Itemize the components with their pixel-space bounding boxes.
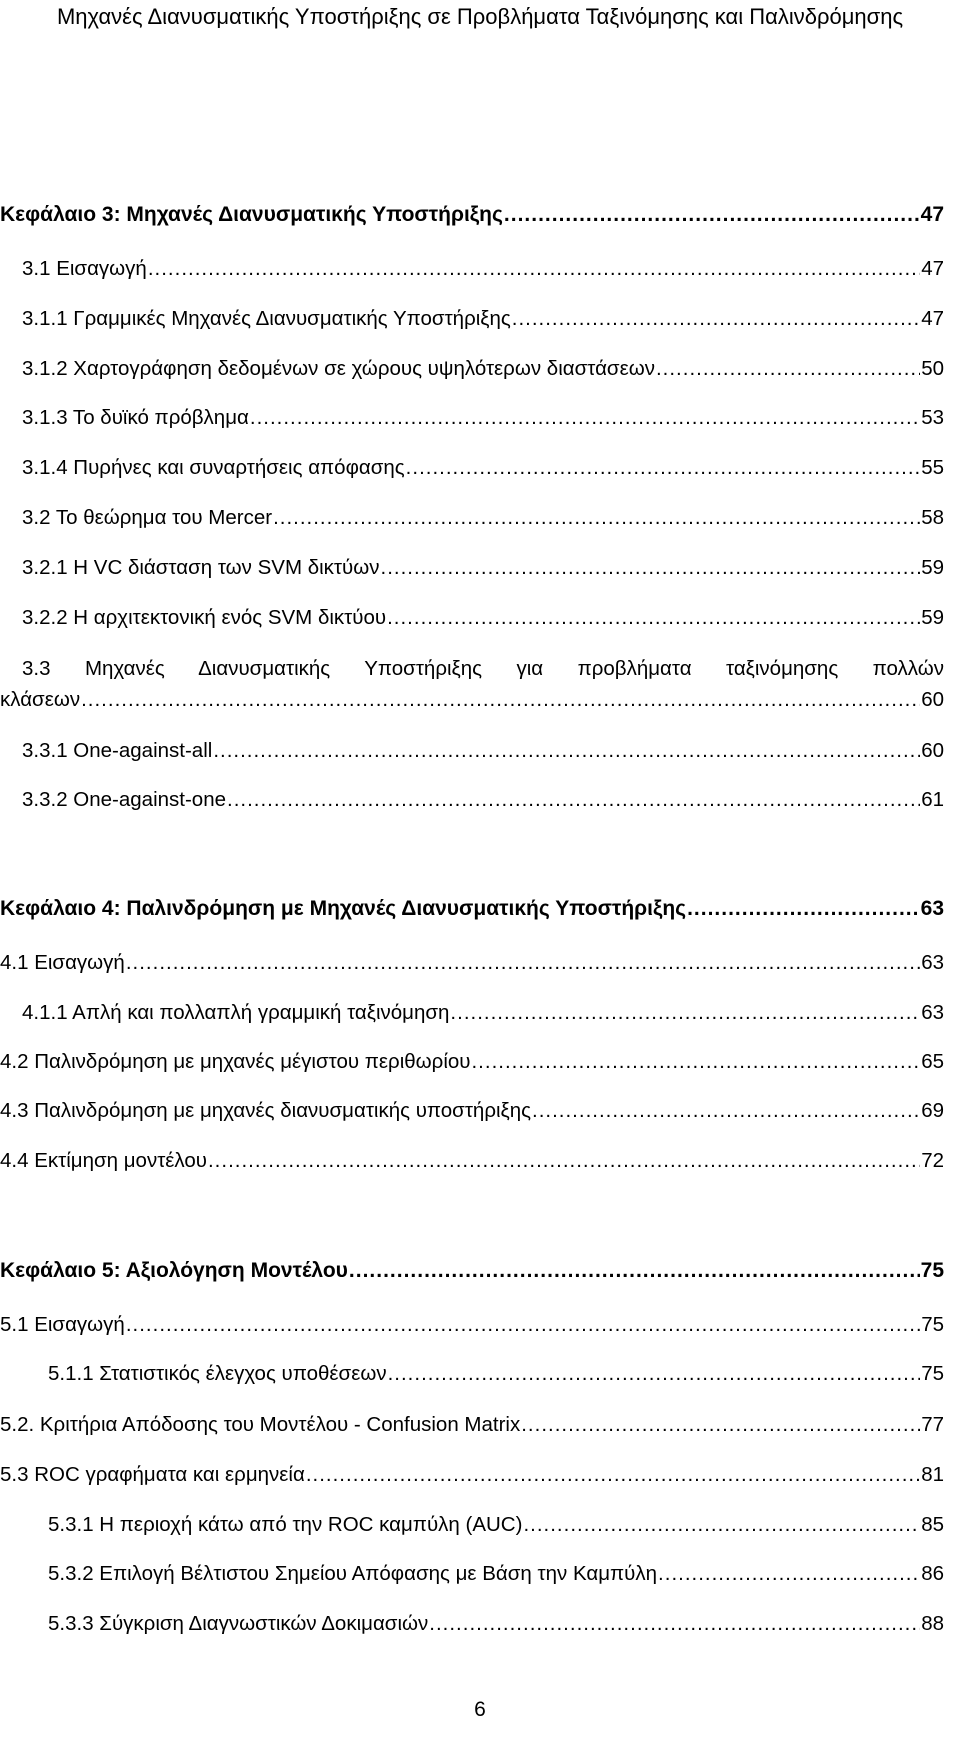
toc-page-number: 60 (921, 688, 944, 711)
dot-leader (532, 1097, 920, 1125)
dot-leader (406, 454, 921, 482)
toc-label: 4.4 Εκτίμηση μοντέλου (0, 1149, 207, 1172)
toc-page-number: 47 (921, 307, 944, 330)
toc-entry-wrapped[interactable] (22, 655, 944, 683)
toc-label: 3.1.1 Γραμμικές Μηχανές Διανυσματικής Υποστήριξης (22, 307, 511, 330)
toc-page-number: 69 (921, 1099, 944, 1122)
dot-leader (126, 1311, 920, 1339)
toc-label: 4.2 Παλινδρόμηση με μηχανές μέγιστου περιθωρίου (0, 1050, 471, 1073)
toc-page-number: 50 (921, 357, 944, 380)
toc-page-number: 88 (921, 1612, 944, 1635)
toc-entry[interactable] (22, 454, 944, 482)
dot-leader (349, 1257, 920, 1285)
toc-page-number: 63 (920, 897, 944, 920)
toc-label: 5.3.2 Επιλογή Βέλτιστου Σημείου Απόφασης με Βάση την Καμπύλη (48, 1562, 658, 1585)
toc-page-number: 81 (921, 1463, 944, 1486)
dot-leader (148, 255, 920, 283)
dot-leader (656, 355, 920, 383)
toc-label: 5.1.1 Στατιστικός έλεγχος υποθέσεων (48, 1362, 387, 1385)
toc-page-number: 75 (921, 1362, 944, 1385)
dot-leader (450, 999, 920, 1027)
toc-entry[interactable] (22, 604, 944, 632)
toc-entry[interactable] (48, 1360, 944, 1388)
toc-page-number: 72 (921, 1149, 944, 1172)
toc-page-number: 61 (921, 788, 944, 811)
toc-entry[interactable] (48, 1610, 944, 1638)
toc-label: κλάσεων (0, 688, 81, 711)
toc-label: Κεφάλαιο 3: Μηχανές Διανυσματικής Υποστήριξης (0, 203, 503, 226)
toc-entry[interactable] (0, 949, 944, 977)
toc-entry[interactable] (22, 737, 944, 765)
toc-label: 5.3 ROC γραφήματα και ερμηνεία (0, 1463, 305, 1486)
toc-page-number: 75 (920, 1259, 944, 1282)
dot-leader (388, 1360, 921, 1388)
toc-label: 3.1.4 Πυρήνες και συναρτήσεις απόφασης (22, 456, 405, 479)
toc-page-number: 65 (921, 1050, 944, 1073)
toc-entry[interactable] (22, 999, 944, 1027)
toc-label: Κεφάλαιο 5: Αξιολόγηση Μοντέλου (0, 1259, 348, 1282)
toc-page-number: 63 (921, 951, 944, 974)
page-number: 6 (474, 1698, 486, 1721)
toc-page-number: 86 (921, 1562, 944, 1585)
dot-leader (227, 786, 920, 814)
toc-page-number: 55 (921, 456, 944, 479)
dot-leader (306, 1461, 920, 1489)
dot-leader (126, 949, 920, 977)
toc-label: 3.2 Το θεώρημα του Mercer (22, 506, 273, 529)
toc-label: 3.1 Εισαγωγή (22, 257, 147, 280)
toc-page-number: 75 (921, 1313, 944, 1336)
toc-page-number: 85 (921, 1513, 944, 1536)
dot-leader (81, 686, 920, 714)
toc-label: Κεφάλαιο 4: Παλινδρόμηση με Μηχανές Διανυσματικής Υποστήριξης (0, 897, 687, 920)
toc-label: 4.1 Εισαγωγή (0, 951, 125, 974)
dot-leader (521, 1411, 920, 1439)
dot-leader (512, 305, 920, 333)
toc-entry[interactable] (0, 1048, 944, 1076)
dot-leader (471, 1048, 920, 1076)
toc-entry[interactable] (0, 1411, 944, 1439)
toc-label: 5.1 Εισαγωγή (0, 1313, 125, 1336)
dot-leader (213, 737, 920, 765)
toc-chapter-3[interactable] (0, 201, 944, 229)
toc-page-number: 59 (921, 606, 944, 629)
toc-page-number: 59 (921, 556, 944, 579)
toc-page-number: 47 (921, 257, 944, 280)
toc-chapter-4[interactable] (0, 895, 944, 923)
toc-label: 3.3.1 One-against-all (22, 739, 213, 762)
toc-page-number: 77 (921, 1413, 944, 1436)
toc-entry[interactable] (48, 1511, 944, 1539)
toc-label: 3.2.1 Η VC διάσταση των SVM δικτύων (22, 556, 380, 579)
toc-entry[interactable] (0, 1461, 944, 1489)
toc-entry[interactable] (22, 504, 944, 532)
toc-label: 3.2.2 Η αρχιτεκτονική ενός SVM δικτύου (22, 606, 387, 629)
toc-entry[interactable] (22, 255, 944, 283)
toc-entry[interactable] (0, 1311, 944, 1339)
toc-label: 5.3.3 Σύγκριση Διαγνωστικών Δοκιμασιών (48, 1612, 429, 1635)
dot-leader (687, 895, 920, 923)
toc-label: 3.3 Μηχανές Διανυσματικής Υποστήριξης για προβλήματα ταξινόμησης πολλών (22, 657, 944, 680)
dot-leader (250, 404, 920, 432)
toc-page-number: 60 (921, 739, 944, 762)
toc-entry[interactable] (22, 404, 944, 432)
toc-label: 3.1.2 Χαρτογράφηση δεδομένων σε χώρους υψηλότερων διαστάσεων (22, 357, 655, 380)
dot-leader (387, 604, 920, 632)
dot-leader (658, 1560, 920, 1588)
toc-entry-continuation[interactable] (0, 686, 944, 714)
toc-entry[interactable] (22, 355, 944, 383)
dot-leader (381, 554, 921, 582)
toc-page-number: 58 (921, 506, 944, 529)
toc-entry[interactable] (22, 305, 944, 333)
dot-leader (523, 1511, 920, 1539)
toc-chapter-5[interactable] (0, 1257, 944, 1285)
toc-entry[interactable] (22, 554, 944, 582)
toc-label: 4.1.1 Απλή και πολλαπλή γραμμική ταξινόμηση (22, 1001, 450, 1024)
dot-leader (208, 1147, 920, 1175)
toc-entry[interactable] (22, 786, 944, 814)
toc-entry[interactable] (48, 1560, 944, 1588)
toc-page-number: 53 (921, 406, 944, 429)
toc-label: 4.3 Παλινδρόμηση με μηχανές διανυσματικής υποστήριξης (0, 1099, 531, 1122)
toc-label: 3.1.3 Το δυϊκό πρόβλημα (22, 406, 249, 429)
toc-label: 5.3.1 Η περιοχή κάτω από την ROC καμπύλη (AUC) (48, 1513, 523, 1536)
toc-page-number: 47 (920, 203, 944, 226)
toc-label: 3.3.2 One-against-one (22, 788, 226, 811)
dot-leader (429, 1610, 920, 1638)
toc-page-number: 63 (921, 1001, 944, 1024)
dot-leader (504, 201, 920, 229)
toc-entry[interactable] (0, 1097, 944, 1125)
dot-leader (273, 504, 920, 532)
toc-label: 5.2. Κριτήρια Απόδοσης του Μοντέλου - Confusion Matrix (0, 1413, 521, 1436)
toc-entry[interactable] (0, 1147, 944, 1175)
running-header: Μηχανές Διανυσματικής Υποστήριξης σε Προβλήματα Ταξινόμησης και Παλινδρόμησης (56, 4, 904, 29)
